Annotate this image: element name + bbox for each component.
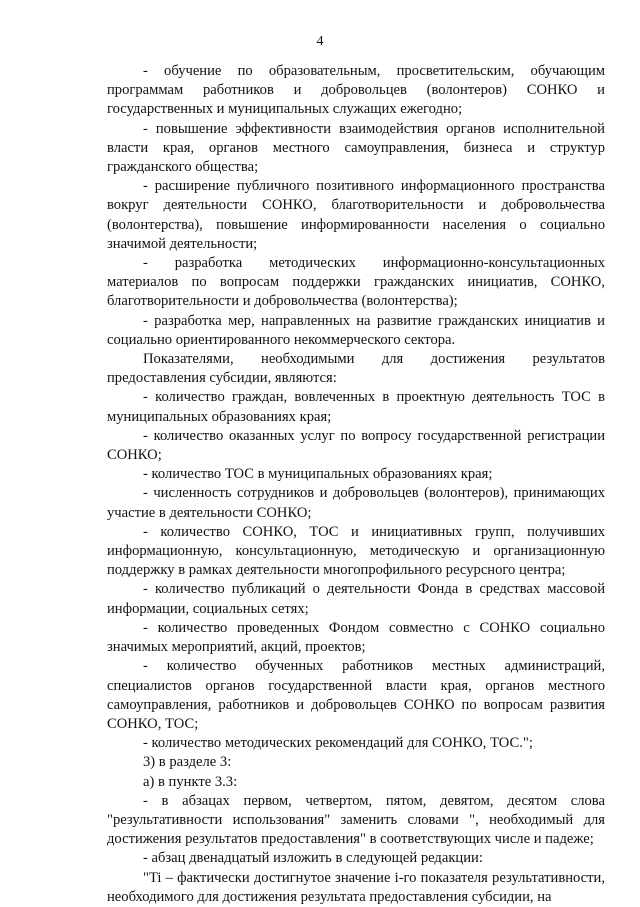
paragraph: - численность сотрудников и добровольцев (волонтеров), принимающих участие в деятельности СОНКО; [107, 485, 605, 521]
paragraph: - абзац двенадцатый изложить в следующей редакции: [143, 850, 483, 867]
paragraph: - в абзацах первом, четвертом, пятом, девятом, десятом слова "результативности использования" заменить словами ", необходимый для достижения результатов предоставления" в соответствующих числе и падеже; [107, 792, 605, 848]
paragraph: - количество оказанных услуг по вопросу государственной регистрации СОНКО; [107, 427, 605, 464]
paragraph: а) в пункте 3.3: [143, 773, 238, 790]
page-number: 4 [316, 34, 324, 49]
paragraph: - расширение публичного позитивного информационного пространства вокруг деятельности СОНКО, благотворительности и добровольчества (волонтерства), повышение информированности населения о социально значимой деятельности; [107, 178, 605, 252]
paragraph: - количество обученных работников местных администраций, специалистов органов государственной власти края, органов местного самоуправления, работников и добровольцев СОНКО по вопросам развития СОНКО, ТОС; [107, 658, 605, 732]
paragraph: - обучение по образовательным, просветительским, обучающим программам работников и добровольцев (волонтеров) СОНКО и государственных и муниципальных служащих ежегодно; [107, 63, 605, 118]
document-body [107, 62, 605, 907]
paragraph: "Ti – фактически достигнутое значение i-го показателя результативности, необходимого для достижения результата предоставления субсидии, на [107, 869, 605, 905]
paragraph: 3) в разделе 3: [143, 754, 232, 771]
paragraph: - количество проведенных Фондом совместно с СОНКО социально значимых мероприятий, акций, проектов; [107, 619, 605, 656]
paragraph: - повышение эффективности взаимодействия органов исполнительной власти края, органов местного самоуправления, бизнеса и структур гражданского общества; [107, 120, 605, 176]
paragraph: - количество граждан, вовлеченных в проектную деятельность ТОС в муниципальных образованиях края; [107, 389, 605, 425]
paragraph: - количество ТОС в муниципальных образованиях края; [143, 466, 493, 483]
paragraph: - количество СОНКО, ТОС и инициативных групп, получивших информационную, консультационную, методическую и организационную поддержку в рамках деятельности многопрофильного ресурсного центра; [107, 523, 605, 579]
paragraph: - количество методических рекомендаций для СОНКО, ТОС."; [143, 735, 533, 752]
paragraph: - количество публикаций о деятельности Фонда в средствах массовой информации, социальных сетях; [107, 581, 605, 617]
paragraph: - разработка методических информационно-консультационных материалов по вопросам поддержки гражданских инициатив, СОНКО, благотворительности и добровольчества (волонтерства); [107, 255, 605, 310]
paragraph: Показателями, необходимыми для достижения результатов предоставления субсидии, являются: [107, 351, 605, 387]
paragraph: - разработка мер, направленных на развитие гражданских инициатив и социально ориентированного некоммерческого сектора. [107, 312, 605, 348]
